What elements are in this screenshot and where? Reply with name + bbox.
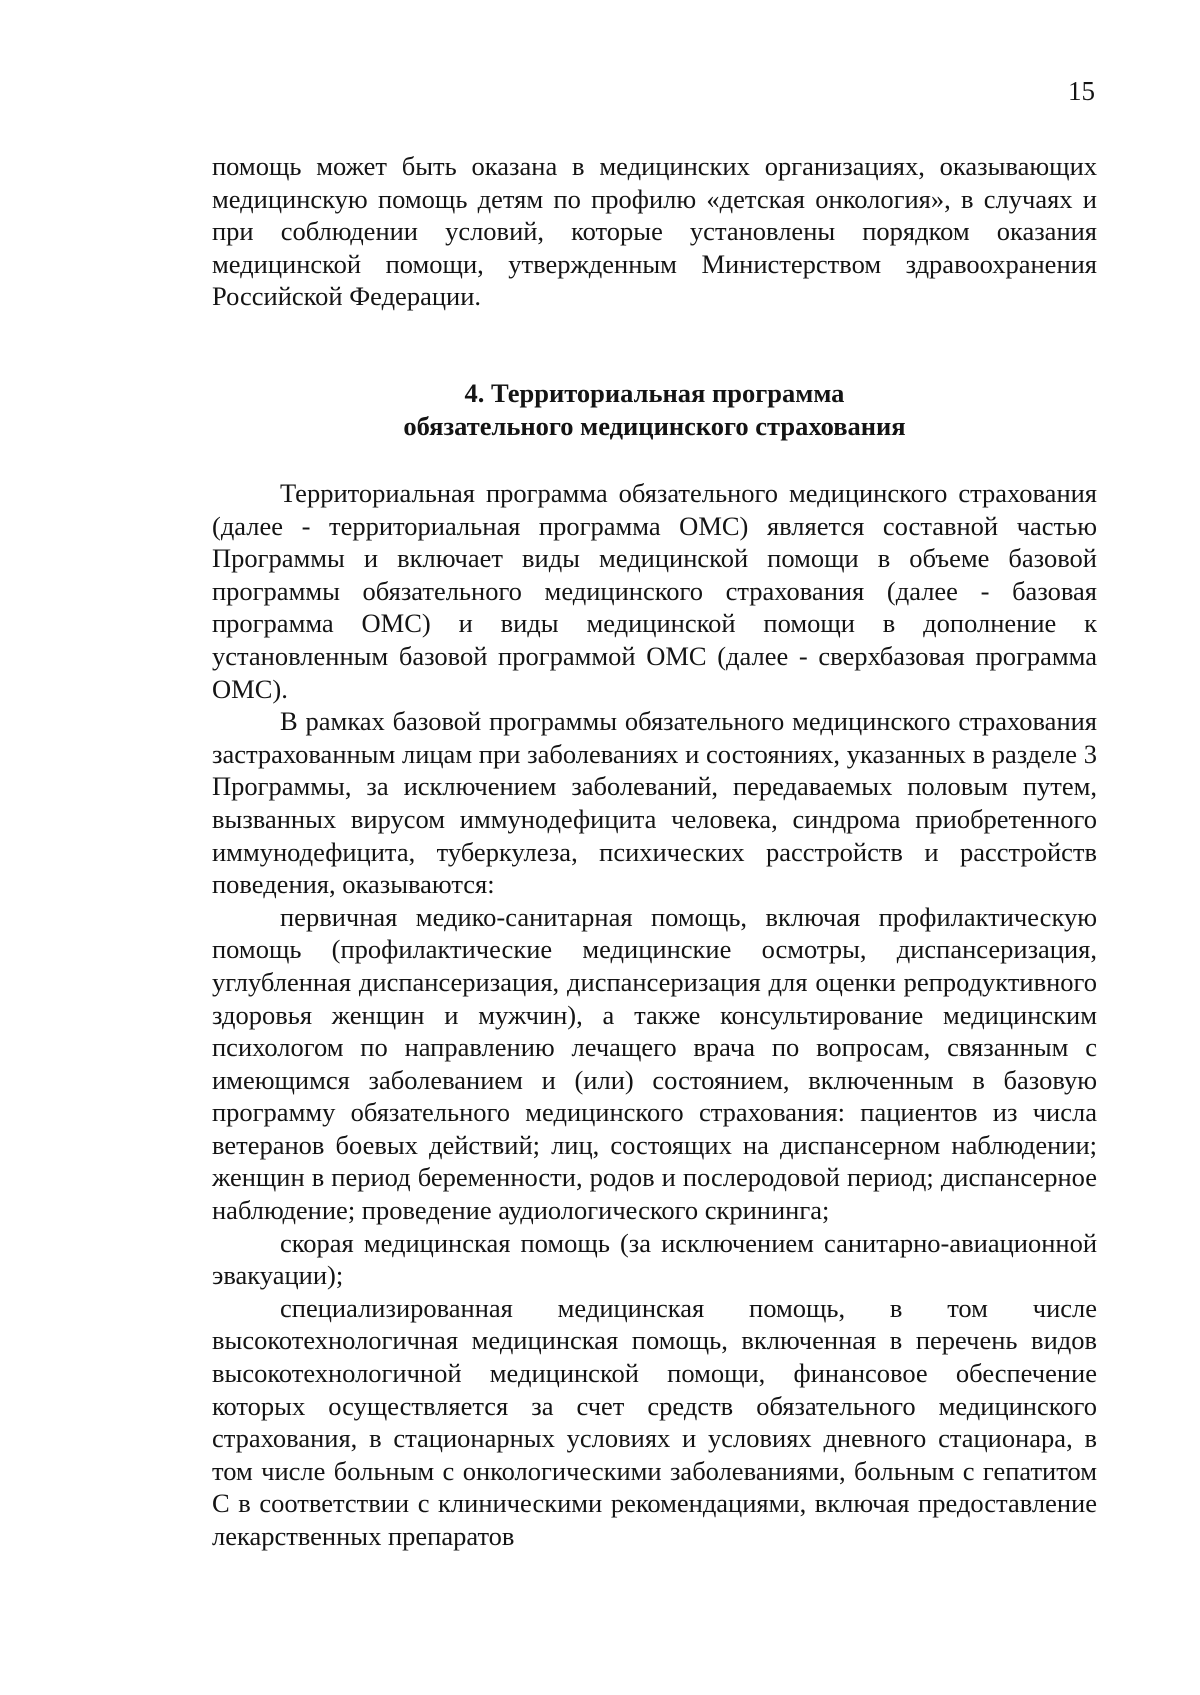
section-body [212,477,1097,1553]
section-heading-line-1: 4. Территориальная программа [464,378,845,408]
section-heading-line-2: обязательного медицинского страхования [403,410,906,441]
paragraph-emergency-care: скорая медицинская помощь (за исключением санитарно-авиационной эвакуации); [212,1227,1097,1291]
section-heading [212,377,1097,442]
paragraph-basic-program-scope: В рамках базовой программы обязательного медицинского страхования застрахованным лицам при заболеваниях и состояниях, указанных в разделе 3 Программы, за исключением заболеваний, передаваемых половым путем, вызванных вирусом иммунодефицита человека, синдрома приобретенного иммунодефицита, туберкулеза, психических расстройств и расстройств поведения, оказываются: [212,706,1097,900]
intro-paragraph: помощь может быть оказана в медицинских организациях, оказывающих медицинскую помощь детям по профилю «детская онкология», в случаях и при соблюдении условий, которые установлены порядком оказания медицинской помощи, утвержденным Министерством здравоохранения Российской Федерации. [212,151,1097,312]
paragraph-territorial-program: Территориальная программа обязательного медицинского страхования (далее - территориальная программа ОМС) является составной частью Программы и включает виды медицинской помощи в объеме базовой программы обязательного медицинского страхования (далее - базовая программа ОМС) и виды медицинской помощи в дополнение к установленным базовой программой ОМС (далее - сверхбазовая программа ОМС). [212,478,1097,704]
paragraph-primary-care: первичная медико-санитарная помощь, включая профилактическую помощь (профилактические медицинские осмотры, диспансеризация, углубленная диспансеризация, диспансеризация для оценки репродуктивного здоровья женщин и мужчин), а также консультирование медицинским психологом по направлению лечащего врача по вопросам, связанным с имеющимся заболеванием и (или) состоянием, включенным в базовую программу обязательного медицинского страхования: пациентов из числа ветеранов боевых действий; лиц, состоящих на диспансерном наблюдении; женщин в период беременности, родов и послеродовой период; диспансерное наблюдение; проведение аудиологического скрининга; [212,901,1097,1226]
paragraph-specialized-care: специализированная медицинская помощь, в том числе высокотехнологичная медицинская помощь, включенная в перечень видов высокотехнологичной медицинской помощи, финансовое обеспечение которых осуществляется за счет средств обязательного медицинского страхования, в стационарных условиях и условиях дневного стационара, в том числе больным с онкологическими заболеваниями, больным с гепатитом С в соответствии с клиническими рекомендациями, включая предоставление лекарственных препаратов [212,1292,1097,1551]
page-number: 15 [1068,76,1095,106]
intro-text-block [212,150,1097,313]
